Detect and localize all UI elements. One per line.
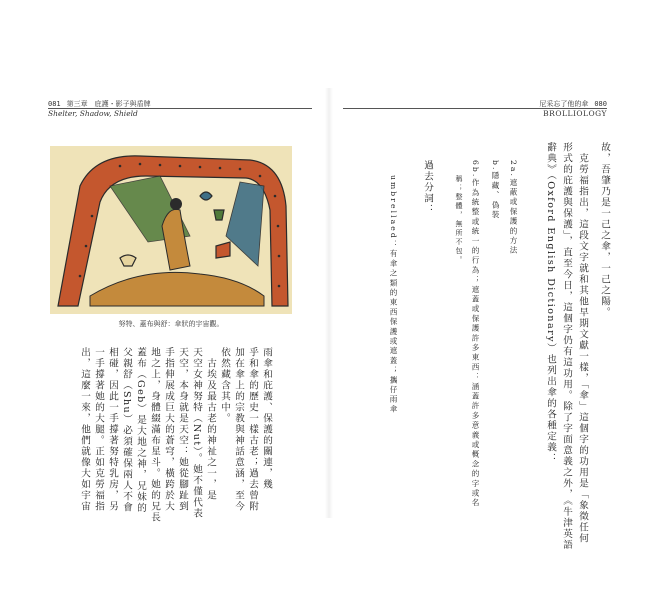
right-body-col-1: 故，吾肇乃是一己之傘，一己之陽。 xyxy=(599,142,610,318)
shu-head xyxy=(170,198,182,210)
definition-6b-cont: 稱；整體，無所不包。 xyxy=(455,175,463,265)
definition-2a: 2a.遮蔽或保護的方法 xyxy=(509,160,518,256)
left-body-col-5: 古埃及最古老的神祉之一，是 xyxy=(205,347,216,501)
right-page-number: 080 xyxy=(594,100,607,108)
left-body-col-11: 父親舒（Shu）必須確保兩人不會 xyxy=(121,347,132,514)
left-body-col-3: 加在傘上的宗教與神話意涵，至今 xyxy=(233,347,244,512)
left-chapter-title: 第三章 庇護・影子與盾牌 xyxy=(66,100,151,108)
right-body-col-2: 克勞福指出，這段文字就和其他早期文獻一樣，「傘」這個字的功用是「象徵任何 xyxy=(577,142,588,545)
left-page-number: 081 xyxy=(48,100,61,108)
left-body-col-14: 出，這麼一來，他們就像大如宇宙 xyxy=(79,347,90,512)
egyptian-cosmos-illustration xyxy=(50,146,292,314)
right-english-title: BROLLIOLOGY xyxy=(543,109,607,118)
umbrellaed-definition: umbrellaed：有傘之類的東西保護或遮蓋；攜仔雨傘 xyxy=(389,175,398,415)
nut-geb-shu-artwork xyxy=(50,146,292,314)
left-body-col-1: 雨傘和庇護、保護的關連，幾 xyxy=(261,347,272,490)
left-body-col-6: 天空女神努特（Nut）。她不僅代表 xyxy=(191,347,202,519)
left-body-col-10: 蓋布（Geb）是大地之神，兄妹的 xyxy=(135,347,146,514)
left-body-col-7: 天空，本身就是天空：她從腳趾到 xyxy=(177,347,188,512)
right-chapter-title: 尼采忘了他的傘 xyxy=(539,100,589,108)
right-header-rule xyxy=(343,108,607,109)
left-english-title: Shelter, Shadow, Shield xyxy=(48,109,138,118)
definition-6b: 6b.作為統整或統一的行為；遮蓋或保護許多東西：涵蓋許多意義或概念的字或名 xyxy=(471,160,480,509)
right-body-col-4: 辭典》（Oxford English Dictionary）也列出傘的各種定義： xyxy=(545,142,556,464)
right-body-col-3: 形式的庇護與保護」，直至今日，這個字仍有這功用。除了字面意義之外，《牛津英語 xyxy=(561,142,572,551)
left-body-col-4: 依然藏含其中。 xyxy=(219,347,230,424)
left-body-col-2: 乎和傘的歷史一樣古老；過去曾附 xyxy=(247,347,258,512)
book-gutter xyxy=(325,88,333,518)
left-body-col-12: 相碰，因此一手撐著努特乳房，另 xyxy=(107,347,118,512)
past-participle-label: 過去分詞： xyxy=(422,160,433,215)
definition-2b: b.隱藏、偽裝 xyxy=(491,160,500,220)
left-header-rule xyxy=(48,108,312,109)
left-body-col-13: 一手撐著她的大腿。正如克勞福指 xyxy=(93,347,104,512)
left-body-col-8: 手指伸展成巨大的蒼穹，橫跨於大 xyxy=(163,347,174,512)
left-body-col-9: 地之上，身體綴滿布星斗。她的兄長 xyxy=(149,347,160,523)
figure-caption: 努特、蓋布與舒：傘狀的宇宙觀。 xyxy=(118,320,224,328)
